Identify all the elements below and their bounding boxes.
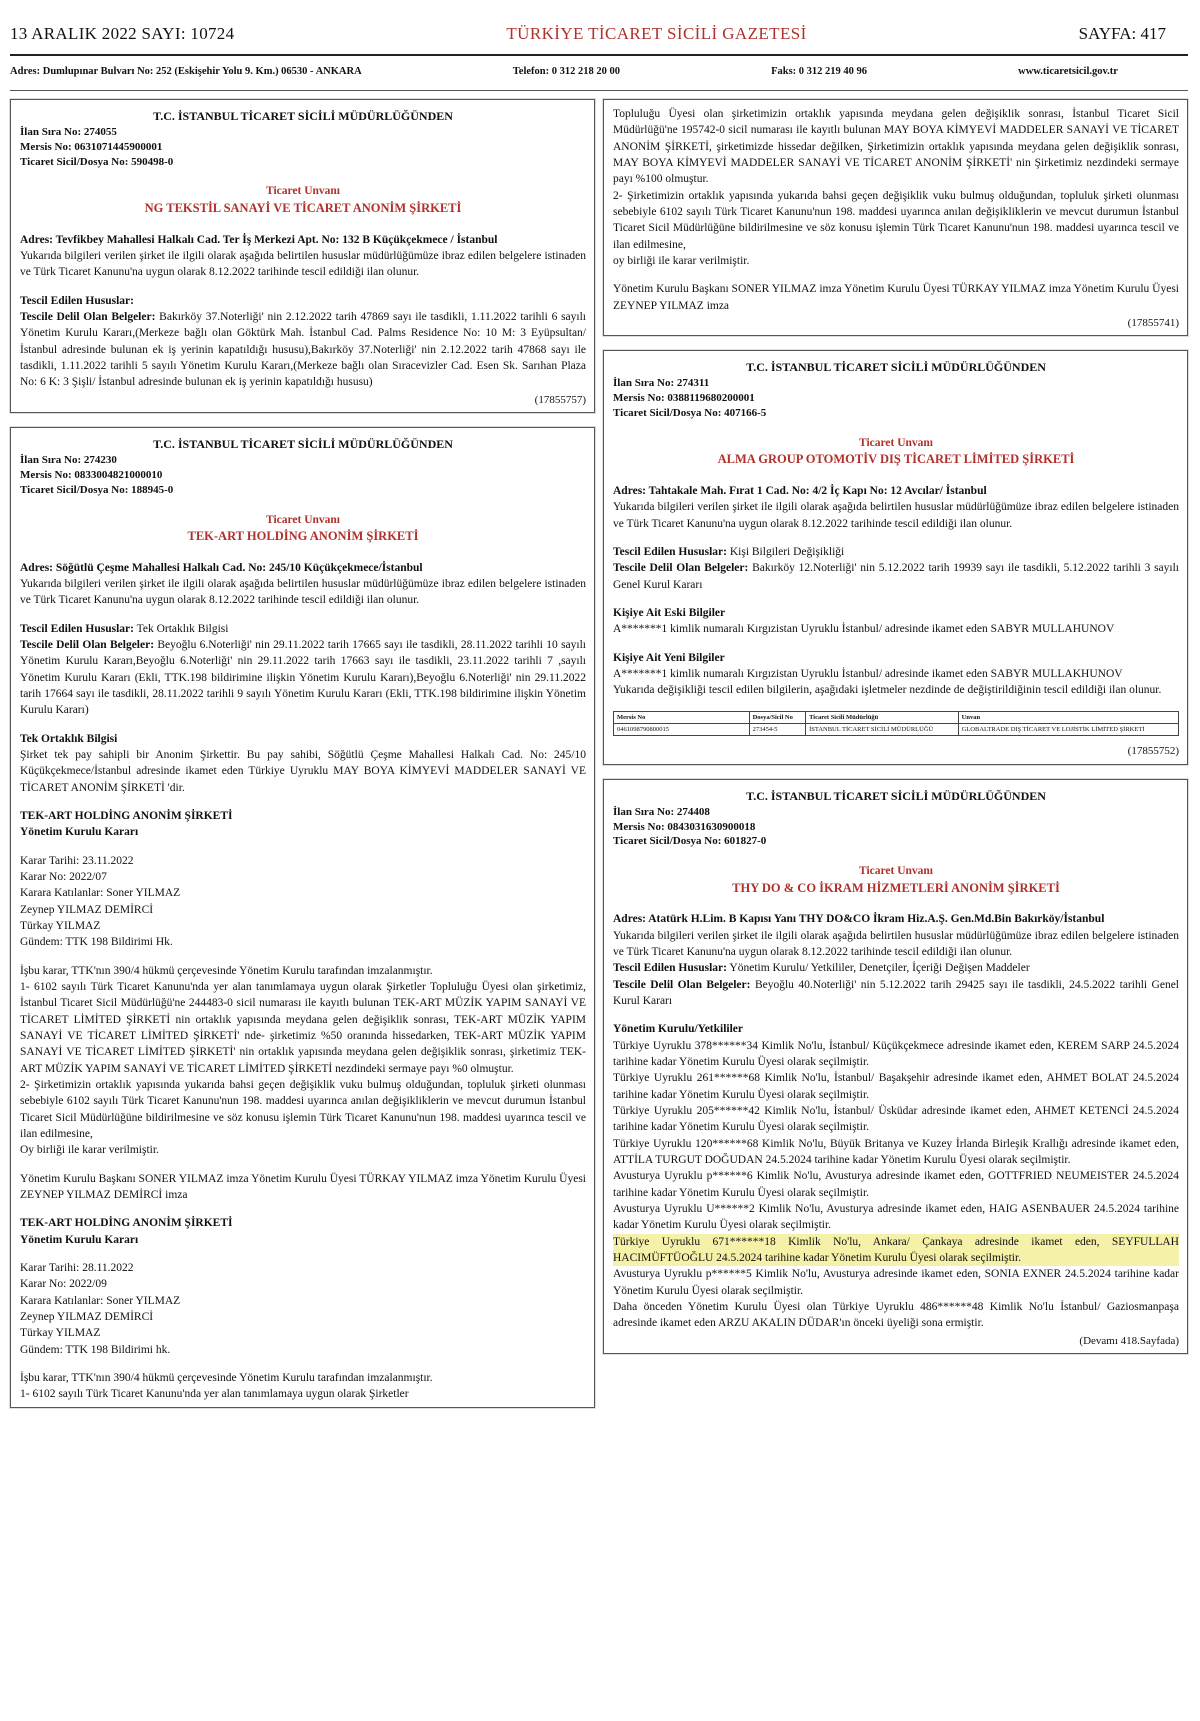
trade-name-label: Ticaret Unvanı	[265, 185, 340, 198]
notice-heading: T.C. İSTANBUL TİCARET SİCİLİ MÜDÜRLÜĞÜNDEN	[153, 108, 453, 123]
company-address: Adres: Atatürk H.Lim. B Kapısı Yanı THY DO&CO İkram Hiz.A.Ş. Gen.Md.Bin Bakırköy/İstanbul	[613, 913, 1105, 926]
company-address: Adres: Tahtakale Mah. Fırat 1 Cad. No: 4/2 İç Kapı No: 12 Avcılar/ İstanbul	[613, 485, 987, 498]
notice-ng-tekstil	[10, 99, 595, 413]
resolution-company: TEK-ART HOLDİNG ANONİM ŞİRKETİ	[20, 810, 233, 823]
mersis-number: Mersis No: 0388119680200001	[613, 392, 755, 405]
evidence-documents	[613, 977, 1179, 1010]
phone-text: Telefon: 0 312 218 20 00	[512, 66, 621, 77]
evidence-documents	[613, 560, 1179, 593]
right-column	[603, 99, 1188, 1408]
trade-name-label: Ticaret Unvanı	[858, 437, 933, 450]
sicil-number: Ticaret Sicil/Dosya No: 590498-0	[20, 155, 174, 168]
registered-matters-text: Yönetim Kurulu/ Yetkililer, Denetçiler, İçeriği Değişen Maddeler	[729, 962, 1030, 975]
resolution-line: Gündem: TTK 198 Bildirimi Hk.	[20, 936, 173, 949]
ilan-number: İlan Sıra No: 274055	[20, 125, 117, 138]
notice-ref: (17855752)	[1127, 745, 1179, 758]
mersis-number: Mersis No: 0843031630900018	[613, 820, 756, 833]
registered-matters	[613, 544, 1179, 560]
table-cell: İSTANBUL TİCARET SİCİLİ MÜDÜRLÜĞÜ	[806, 723, 959, 735]
resolution-line: Türkay YILMAZ	[20, 1327, 101, 1340]
table-cell: 0461098790800015	[614, 723, 750, 735]
board-members-continued: Avusturya Uyruklu p******5 Kimlik No'lu, Avusturya adresinde ikamet eden, SONIA EXNER 24.5.2024 tarihine kadar Yönetim Kurulu Üyesi olarak seçilmiştir. Daha önceden Yönetim Kurulu Üyesi olan Türkiye Uyruklu 486******48 Kimlik No'lu İstanbul/ Gaziosmanpaşa adresinde ikamet eden ARZU AKALIN DÜDAR'ın önceki üyeliği sona ermiştir.	[613, 1268, 1179, 1330]
notice-intro: Yukarıda bilgileri verilen şirket ile ilgili olarak aşağıda belirtilen hususlar müdürlüğümüze ibraz edilen belgelere istinaden ve Türk Ticaret Kanunu'na uygun olarak 8.12.2022 tarihinde tescil edildiği ilan olunur.	[613, 929, 1179, 959]
registered-matters	[613, 960, 1179, 976]
resolution-body: Topluluğu Üyesi olan şirketimizin ortaklık yapısında meydana gelen değişiklik sonrası, İstanbul Ticaret Sicil Müdürlüğü'ne 195742-0 sicil numarası ile kayıtlı bulunan MAY BOYA KİMYEVİ MADDELER SANAYİ VE TİCARET ANONİM ŞİRKETİ, şirketimizde hissedar değilken, Şirketimizin ortaklık yapısında meydana gelen değişiklik sonrası, MAY BOYA KİMYEVİ MADDELER SANAYİ VE TİCARET ANONİM ŞİRKETİ' nin Şirketimiz nezdindeki sermaye payı %100 olmuştur. 2- Şirketimizin ortaklık yapısında yukarıda bahsi geçen değişiklik vuku bulmuş olduğundan, topluluk şirketi olunması sebebiyle 6102 sayılı Türk Ticaret Kanunu'nun 198. maddesi uyarınca anılan değişikliklerin ve mevcut durumun İstanbul Ticaret Sicil Müdürlüğüne bildirilmesine ve söz konusu işlemin Türk Ticaret Kanunu'nun 198. maddesi uyarınca tescil ve ilan edilmesine, oy birliği ile karar verilmiştir.	[613, 107, 1179, 267]
evidence-label: Tescile Delil Olan Belgeler:	[613, 978, 751, 991]
evidence-documents	[20, 309, 586, 391]
single-partner-text: Şirket tek pay sahipli bir Anonim Şirkettir. Bu pay sahibi, Söğütlü Çeşme Mahallesi Halkalı Cad. No: 245/10 Küçükçekmece/İstanbul adresinde ikamet eden Türkiye Uyruklu MAY BOYA KİMYEVİ MADDELER SANAYİ VE TİCARET ANONİM ŞİRKETİ 'dir.	[20, 749, 586, 794]
resolution-line: Gündem: TTK 198 Bildirimi hk.	[20, 1343, 171, 1356]
registered-matters-label: Tescil Edilen Hususlar:	[20, 294, 134, 307]
resolution-line: Karar Tarihi: 28.11.2022	[20, 1261, 134, 1274]
page-number: SAYFA: 417	[1078, 24, 1166, 43]
sicil-number: Ticaret Sicil/Dosya No: 188945-0	[20, 483, 174, 496]
mersis-number: Mersis No: 0833004821000010	[20, 468, 163, 481]
issue-date: 13 ARALIK 2022 SAYI: 10724	[10, 24, 235, 43]
new-info-text: A*******1 kimlik numaralı Kırgızistan Uyruklu İstanbul/ adresinde ikamet eden SABYR MULLAKHUNOV	[613, 668, 1123, 681]
new-info-heading: Kişiye Ait Yeni Bilgiler	[613, 651, 725, 664]
content-columns	[10, 99, 1188, 1408]
contact-rule	[10, 90, 1188, 91]
evidence-text: Bakırköy 12.Noterliği' nin 5.12.2022 tarih 19939 sayı ile tasdikli, 5.12.2022 tarihli 3 sayılı Genel Kurul Kararı	[613, 562, 1179, 591]
notice-tek-art-continued	[603, 99, 1188, 337]
resolution-line: Karar No: 2022/09	[20, 1278, 107, 1291]
evidence-label: Tescile Delil Olan Belgeler:	[20, 639, 155, 652]
registered-matters	[20, 621, 586, 637]
highlighted-board-member: Türkiye Uyruklu 671******18 Kimlik No'lu, Ankara/ Çankaya adresinde ikamet eden, SEYFULLAH HACIMÜFTÜOĞLU 24.5.2024 tarihine kadar Yönetim Kurulu Üyesi olarak seçilmiştir.	[613, 1234, 1179, 1267]
trade-name-label: Ticaret Unvanı	[858, 865, 933, 878]
page-header	[10, 8, 1188, 48]
ilan-number: İlan Sıra No: 274311	[613, 377, 710, 390]
left-column	[10, 99, 595, 1408]
sicil-number: Ticaret Sicil/Dosya No: 407166-5	[613, 407, 767, 420]
resolution-details	[20, 853, 586, 951]
single-partner-heading: Tek Ortaklık Bilgisi	[20, 732, 118, 745]
resolution-signatures: Yönetim Kurulu Başkanı SONER YILMAZ imza Yönetim Kurulu Üyesi TÜRKAY YILMAZ imza Yönetim Kurulu Üyesi ZEYNEP YILMAZ imza	[613, 283, 1179, 312]
old-info-text: A*******1 kimlik numaralı Kırgızistan Uyruklu İstanbul/ adresinde ikamet eden SABYR MULLAHUNOV	[613, 623, 1115, 636]
resolution-line: Karar Tarihi: 23.11.2022	[20, 854, 134, 867]
notice-intro: Yukarıda bilgileri verilen şirket ile ilgili olarak aşağıda belirtilen hususlar müdürlüğümüze ibraz edilen belgelere istinaden ve Türk Ticaret Kanunu'na uygun olarak 8.12.2022 tarihinde tescil edildiği ilan olunur.	[20, 249, 586, 279]
column-header: Mersis No	[614, 711, 750, 723]
company-address: Adres: Tevfikbey Mahallesi Halkalı Cad. Ter İş Merkezi Apt. No: 132 B Küçükçekmece / İstanbul	[20, 233, 498, 246]
registered-matters-label: Tescil Edilen Hususlar:	[20, 622, 134, 635]
contact-bar	[10, 56, 1188, 88]
resolution-line: Karara Katılanlar: Soner YILMAZ	[20, 887, 181, 900]
table-cell: 273454-5	[749, 723, 806, 735]
mersis-number: Mersis No: 0631071445900001	[20, 140, 163, 153]
ilan-number: İlan Sıra No: 274230	[20, 454, 117, 467]
evidence-text: Bakırköy 37.Noterliği' nin 2.12.2022 tarih 47869 sayı ile tasdikli, 1.11.2022 tarihli 6 sayılı Yönetim Kurulu Kararı,(Merkeze bağlı olan Göktürk Mah. İstanbul Cad. Palms Residence No: 10 M: 3 Eyüpsultan/ İstanbul adresinde bulunan ek iş yerinin kapatıldığı hususu),Bakırköy 37.Noterliği' nin 2.12.2022 tarih 47868 sayı ile tasdikli, 1.11.2022 tarihli 5 sayılı Yönetim Kurulu Kararı,(Merkeze bağlı olan Sıracevizler Cad. Esen Sk. Sarıhan Plaza No: 6 K: 3 Şişli/ İstanbul adresinde bulunan ek iş yerinin kapatıldığı hususu)	[20, 310, 586, 389]
evidence-label: Tescile Delil Olan Belgeler:	[20, 310, 156, 323]
registered-matters-label: Tescil Edilen Hususlar:	[613, 962, 727, 975]
registered-matters-text: Kişi Bilgileri Değişikliği	[729, 546, 845, 559]
table-header-row	[614, 711, 1179, 723]
ilan-number: İlan Sıra No: 274408	[613, 805, 710, 818]
registered-matters-label: Tescil Edilen Hususlar:	[613, 546, 727, 559]
resolution-type: Yönetim Kurulu Kararı	[20, 1233, 139, 1246]
evidence-text: Beyoğlu 40.Noterliği' nin 5.12.2022 tarih 29425 sayı ile tasdikli, 24.5.2022 tarihli Genel Kurul Kararı	[613, 978, 1179, 1008]
column-header: Unvan	[958, 711, 1178, 723]
address-text: Adres: Dumlupınar Bulvarı No: 252 (Eskişehir Yolu 9. Km.) 06530 - ANKARA	[10, 66, 362, 77]
evidence-label: Tescile Delil Olan Belgeler:	[613, 562, 749, 575]
notice-intro: Yukarıda bilgileri verilen şirket ile ilgili olarak aşağıda belirtilen hususlar müdürlüğümüze ibraz edilen belgelere istinaden ve Türk Ticaret Kanunu'na uygun olarak 8.12.2022 tarihinde tescil edildiği ilan olunur.	[613, 501, 1179, 530]
resolution-body: İşbu karar, TTK'nın 390/4 hükmü çerçevesinde Yönetim Kurulu tarafından imzalanmıştır. 1- 6102 sayılı Türk Ticaret Kanunu'nda yer alan tanımlamaya uygun olarak Şirketler Topluluğu Üyesi olan şirketimiz, İstanbul Ticaret Sicil Müdürlüğü'ne 244483-0 sicil numarası ile kayıtlı bulunan TEK-ART MÜZİK YAPIM SANAYİ VE TİCARET LİMİTED ŞİRKETİ nin ortaklık yapısında meydana gelen değişiklik sonrası, TEK-ART MÜZİK YAPIM SANAYİ VE TİCARET LİMİTED ŞİRKETİ' nde- şirketimiz %50 oranında hissedarken, TEK-ART MÜZİK YAPIM SANAYİ VE TİCARET LİMİTED ŞİRKETİ' nin ortaklık yapısında meydana gelen değişiklik sonrası, şirketimiz TEK-ART MÜZİK YAPIM SANAYİ VE TİCARET LİMİTED ŞİRKETİ nezdindeki sermaye payı %0 olmuştur. 2- Şirketimizin ortaklık yapısında yukarıda bahsi geçen değişiklik vuku bulmuş olduğundan, topluluk şirketi olunması sebebiyle 6102 sayılı Türk Ticaret Kanunu'nun 198. maddesi uyarınca anılan değişikliklerin ve mevcut durumun İstanbul Ticaret Sicil Müdürlüğüne bildirilmesine ve söz konusu işlemin Türk Ticaret Kanunu'nun 198. maddesi uyarınca tescil ve ilan edilmesine, Oy birliği ile karar verilmiştir.	[20, 964, 586, 1157]
trade-name: ALMA GROUP OTOMOTİV DIŞ TİCARET LİMİTED ŞİRKETİ	[717, 452, 1075, 467]
notice-tek-art	[10, 427, 595, 1407]
notice-ref: (17855741)	[1127, 316, 1179, 329]
trade-name: NG TEKSTİL SANAYİ VE TİCARET ANONİM ŞİRKETİ	[144, 200, 462, 215]
column-header: Ticaret Sicili Müdürlüğü	[806, 711, 959, 723]
resolution-details	[20, 1260, 586, 1358]
notice-thy-do-co	[603, 779, 1188, 1354]
company-address: Adres: Söğütlü Çeşme Mahallesi Halkalı Cad. No: 245/10 Küçükçekmece/İstanbul	[20, 561, 423, 574]
board-heading: Yönetim Kurulu/Yetkililer	[613, 1023, 744, 1036]
column-header: Dosya/Sicil No	[749, 711, 806, 723]
notice-alma-group	[603, 350, 1188, 764]
website-link[interactable]: www.ticaretsicil.gov.tr	[1018, 66, 1118, 77]
old-info-heading: Kişiye Ait Eski Bilgiler	[613, 607, 726, 620]
resolution-line: Türkay YILMAZ	[20, 919, 101, 932]
update-note: Yukarıda değişikliği tescil edilen bilgilerin, aşağıdaki işletmeler nezdinde de değiştirildiğinin tescil edildiği ilan olunur.	[613, 684, 1162, 697]
notice-ref: (17855757)	[534, 393, 586, 406]
continued-note: (Devamı 418.Sayfada)	[1079, 1334, 1179, 1347]
notice-intro: Yukarıda bilgileri verilen şirket ile ilgili olarak aşağıda belirtilen hususlar müdürlüğümüze ibraz edilen belgelere istinaden ve Türk Ticaret Kanunu'na uygun olarak 8.12.2022 tarihinde tescil edildiği ilan olunur.	[20, 578, 586, 607]
table-row	[614, 723, 1179, 735]
resolution-company: TEK-ART HOLDİNG ANONİM ŞİRKETİ	[20, 1217, 233, 1230]
fax-text: Faks: 0 312 219 40 96	[771, 66, 868, 77]
registered-matters-text: Tek Ortaklık Bilgisi	[136, 622, 229, 635]
evidence-documents	[20, 637, 586, 719]
resolution-line: Karara Katılanlar: Soner YILMAZ	[20, 1294, 181, 1307]
resolution-body: İşbu karar, TTK'nın 390/4 hükmü çerçevesinde Yönetim Kurulu tarafından imzalanmıştır. 1- 6102 sayılı Türk Ticaret Kanunu'nda yer alan tanımlamaya uygun olarak Şirketler	[20, 1371, 433, 1401]
resolution-type: Yönetim Kurulu Kararı	[20, 826, 139, 839]
trade-name: TEK-ART HOLDİNG ANONİM ŞİRKETİ	[187, 529, 419, 543]
notice-heading: T.C. İSTANBUL TİCARET SİCİLİ MÜDÜRLÜĞÜNDEN	[153, 437, 453, 452]
board-members: Türkiye Uyruklu 378******34 Kimlik No'lu, İstanbul/ Küçükçekmece adresinde ikamet eden, KEREM SARP 24.5.2024 tarihine kadar Yönetim Kurulu Üyesi olarak seçilmiştir. Türkiye Uyruklu 261******68 Kimlik No'lu, İstanbul/ Başakşehir adresinde ikamet eden, AHMET BOLAT 24.5.2024 tarihine kadar Yönetim Kurulu Üyesi olarak seçilmiştir. Türkiye Uyruklu 205******42 Kimlik No'lu, İstanbul/ Üsküdar adresinde ikamet eden, AHMET KETENCİ 24.5.2024 tarihine kadar Yönetim Kurulu Üyesi olarak seçilmiştir. Türkiye Uyruklu 120******68 Kimlik No'lu, Büyük Britanya ve Kuzey İrlanda Birleşik Krallığı adresinde ikamet eden, ATTİLA TURGUT DOĞUDAN 24.5.2024 tarihine kadar Yönetim Kurulu Üyesi olarak seçilmiştir. Avusturya Uyruklu p******6 Kimlik No'lu, Avusturya adresinde ikamet eden, GOTTFRIED NEUMEISTER 24.5.2024 tarihine kadar Yönetim Kurulu Üyesi olarak seçilmiştir. Avusturya Uyruklu U******2 Kimlik No'lu, Avusturya adresinde ikamet eden, HAIG ASENBAUER 24.5.2024 tarihine kadar Yönetim Kurulu Üyesi olarak seçilmiştir.	[613, 1039, 1179, 1232]
trade-name: THY DO & CO İKRAM HİZMETLERİ ANONİM ŞİRKETİ	[732, 880, 1060, 895]
notice-heading: T.C. İSTANBUL TİCARET SİCİLİ MÜDÜRLÜĞÜNDEN	[746, 788, 1046, 803]
trade-name-label: Ticaret Unvanı	[265, 513, 340, 526]
gazette-title: TÜRKİYE TİCARET SİCİLİ GAZETESİ	[506, 24, 807, 43]
sicil-number: Ticaret Sicil/Dosya No: 601827-0	[613, 835, 767, 848]
notice-heading: T.C. İSTANBUL TİCARET SİCİLİ MÜDÜRLÜĞÜNDEN	[746, 360, 1046, 375]
resolution-line: Zeynep YILMAZ DEMİRCİ	[20, 1310, 154, 1323]
resolution-line: Karar No: 2022/07	[20, 871, 107, 883]
evidence-text: Beyoğlu 6.Noterliği' nin 29.11.2022 tarih 17665 sayı ile tasdikli, 28.11.2022 tarihli 10 sayılı Yönetim Kurulu Kararı,Beyoğlu 6.Noterliği' nin 29.11.2022 tarih 17663 sayı ile tasdikli, 23.11.2022 tarihli 7 ,sayılı Yönetim Kurulu Kararı (Ekli, TTK.198 bildirimine ilişkin Yönetim Kurulu Kararı),Beyoğlu 6.Noterliği' nin 29.11.2022 tarih 17664 sayı ile tasdikli, 28.11.2022 tarihli 9 sayılı Yönetim Kurulu Kararı (Ekli, TTK.198 bildirimine ilişkin Yönetim Kurulu Kararı)	[20, 639, 586, 717]
table-cell: GLOBALTRADE DIŞ TİCARET VE LOJİSTİK LİMİTED ŞİRKETİ	[958, 723, 1178, 735]
resolution-signatures: Yönetim Kurulu Başkanı SONER YILMAZ imza Yönetim Kurulu Üyesi TÜRKAY YILMAZ imza Yönetim Kurulu Üyesi ZEYNEP YILMAZ DEMİRCİ imza	[20, 1172, 586, 1201]
resolution-line: Zeynep YILMAZ DEMİRCİ	[20, 903, 154, 916]
related-entities-table	[613, 711, 1179, 736]
